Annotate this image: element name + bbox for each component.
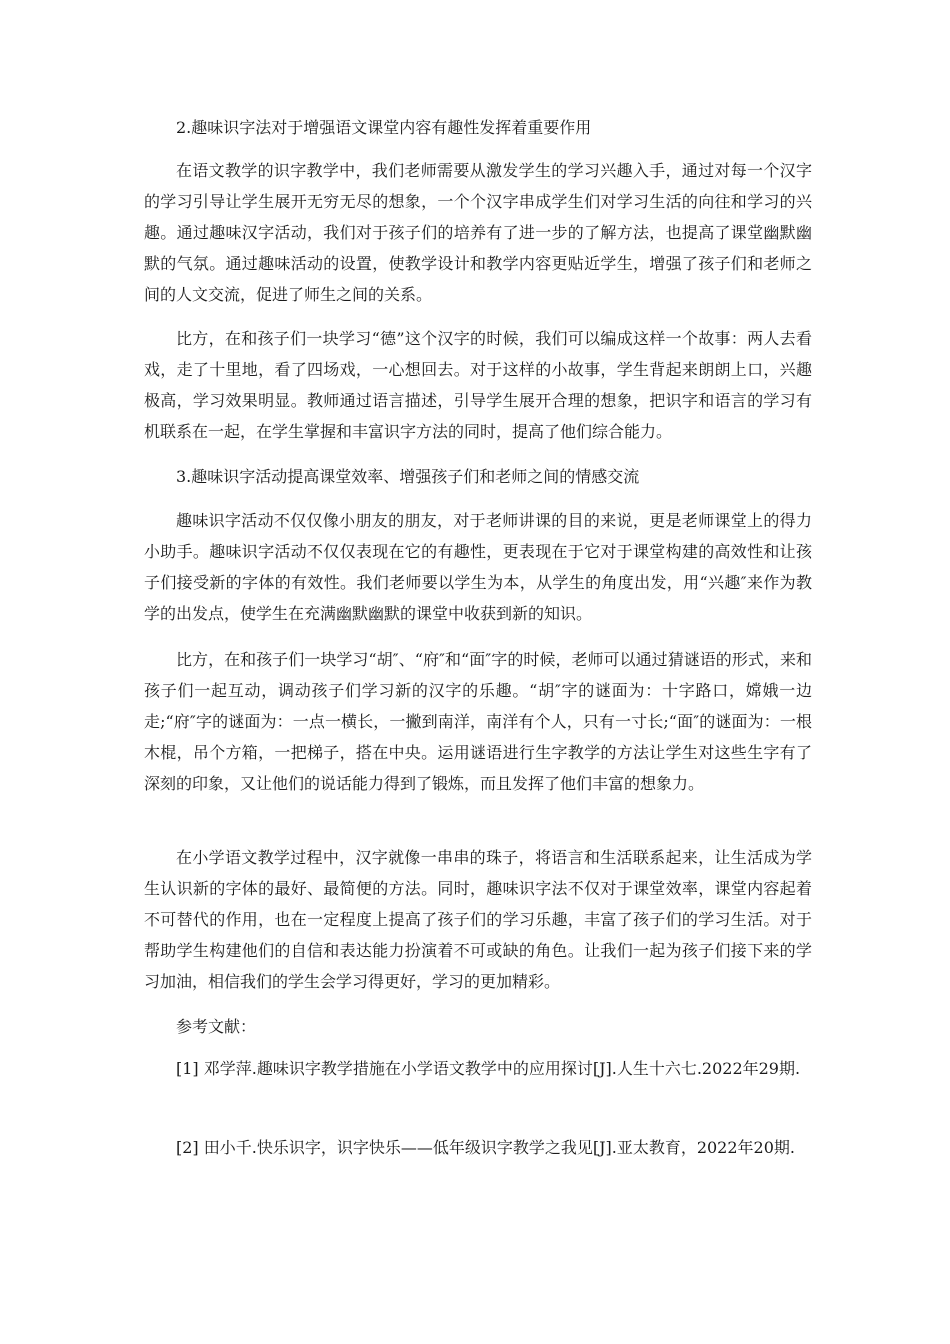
reference-item-1: [1] 邓学萍.趣味识字教学措施在小学语文教学中的应用探讨[J].人生十六七.2022年29期. <box>176 1059 801 1078</box>
paragraph-2: 比方，在和孩子们一块学习“德”这个汉字的时候，我们可以编成这样一个故事：两人去看戏，走了十里地，看了四场戏，一心想回去。对于这样的小故事，学生背起来朗朗上口，兴趣极高，学习效果明显。教师通过语言描述，引导学生展开合理的想象，把识字和语言的学习有机联系在一起，在学生掌握和丰富识字方法的同时，提高了他们综合能力。 <box>144 329 812 441</box>
paragraph-4: 比方，在和孩子们一块学习“胡″、“府″和“面″字的时候，老师可以通过猜谜语的形式，来和孩子们一起互动，调动孩子们学习新的汉字的乐趣。“胡″字的谜面为：十字路口，嫦娥一边走;“府″字的谜面为：一点一横长，一撇到南洋，南洋有个人，只有一寸长;“面″的谜面为：一根木棍，吊个方箱，一把梯子，搭在中央。运用谜语进行生字教学的方法让学生对这些生字有了深刻的印象，又让他们的说话能力得到了锻炼，而且发挥了他们丰富的想象力。 <box>144 650 812 793</box>
paragraph-5: 在小学语文教学过程中，汉字就像一串串的珠子，将语言和生活联系起来，让生活成为学生认识新的字体的最好、最简便的方法。同时，趣味识字法不仅对于课堂效率，课堂内容起着不可替代的作用，也在一定程度上提高了孩子们的学习乐趣，丰富了孩子们的学习生活。对于帮助学生构建他们的自信和表达能力扮演着不可或缺的角色。让我们一起为孩子们接下来的学习加油，相信我们的学生会学习得更好，学习的更加精彩。 <box>144 848 812 991</box>
paragraph-1: 在语文教学的识字教学中，我们老师需要从激发学生的学习兴趣入手，通过对每一个汉字的学习引导让学生展开无穷无尽的想象，一个个汉字串成学生们对学习生活的向往和学习的兴趣。通过趣味汉字活动，我们对于孩子们的培养有了进一步的了解方法，也提高了课堂幽默幽默的气氛。通过趣味活动的设置，使教学设计和教学内容更贴近学生，增强了孩子们和老师之间的人文交流，促进了师生之间的关系。 <box>144 161 812 304</box>
paragraph-3: 趣味识字活动不仅仅像小朋友的朋友，对于老师讲课的目的来说，更是老师课堂上的得力小助手。趣味识字活动不仅仅表现在它的有趣性，更表现在于它对于课堂构建的高效性和让孩子们接受新的字体的有效性。我们老师要以学生为本，从学生的角度出发，用“兴趣″来作为教学的出发点，使学生在充满幽默幽默的课堂中收获到新的知识。 <box>144 511 812 623</box>
references-title: 参考文献： <box>176 1017 257 1036</box>
reference-item-2: [2] 田小千.快乐识字，识字快乐——低年级识字教学之我见[J].亚太教育，2022年20期. <box>176 1138 795 1157</box>
section-heading-3: 3.趣味识字活动提高课堂效率、增强孩子们和老师之间的情感交流 <box>176 467 640 486</box>
section-heading-2: 2.趣味识字法对于增强语文课堂内容有趣性发挥着重要作用 <box>176 118 592 137</box>
